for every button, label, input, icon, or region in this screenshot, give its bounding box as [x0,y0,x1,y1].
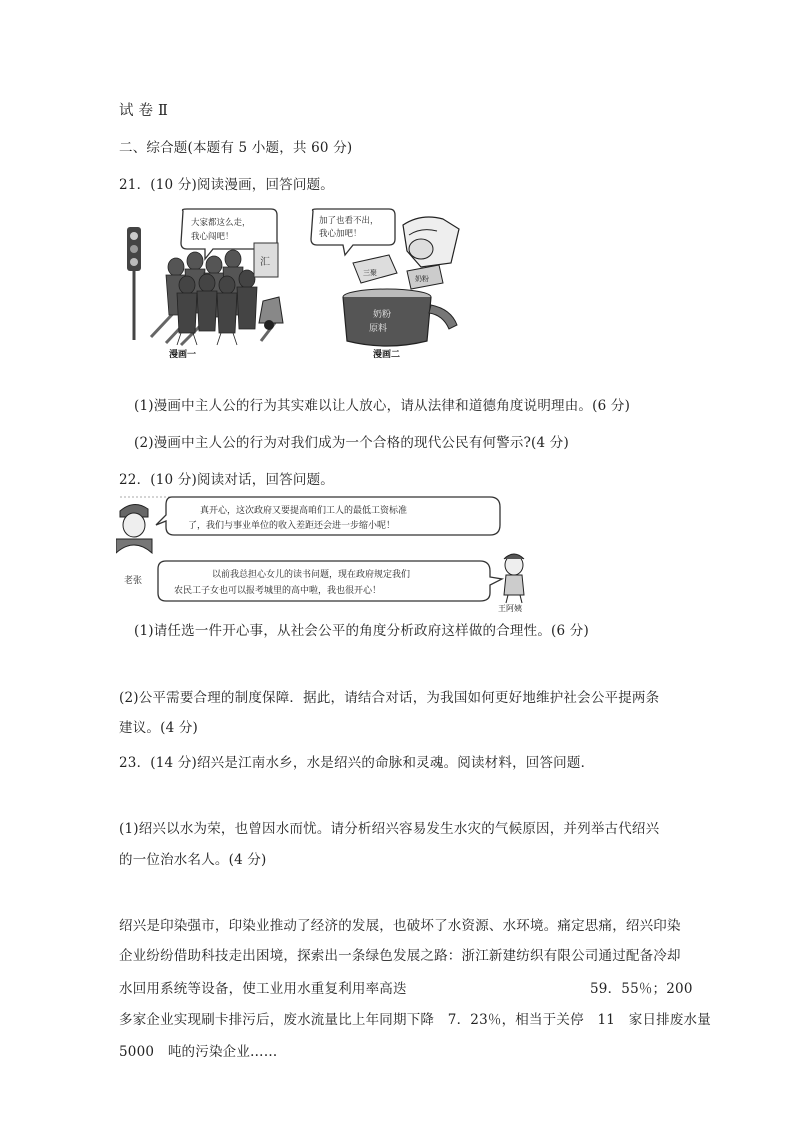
q23-material-line4: 多家企业实现刷卡排污后，废水流量比上年同期下降 7．23％，相当于关停 11 家日排废水量 [119,1012,711,1028]
speaker1-label: 老张 [124,576,143,586]
q23-material-line3-value: 59．55％；200 [590,981,693,997]
paper-heading: 试 卷 Ⅱ [119,103,169,119]
bubble2-line2: 农民工子女也可以报考城里的高中啦，我也很开心！ [174,586,382,596]
cartoon-two-pot-line1: 奶粉 [373,310,392,320]
q22-title: 22．(10 分)阅读对话，回答问题。 [119,472,334,488]
chef-figure [403,217,459,267]
q21-cartoons [121,205,466,365]
speaker2-label: 王阿姨 [498,604,522,613]
q23-title: 23．(14 分)绍兴是江南水乡，水是绍兴的命脉和灵魂。阅读材料，回答问题． [119,755,595,771]
q22-dialogue-illustration [116,495,536,613]
cartoon-two-bubble-line2: 我心加吧！ [319,229,362,239]
cartoon-two-caption: 漫画二 [373,350,401,360]
cartoon-two-bag2: 奶粉 [415,275,429,283]
cartoon-two [311,209,459,360]
bubble1-line1: 真开心，这次政府又要提高咱们工人的最低工资标准 [200,506,408,516]
q23-material-line1: 绍兴是印染强市，印染业推动了经济的发展，也破坏了水资源、水环境。痛定思痛，绍兴印染 [119,918,681,934]
q22-sub2-line2: 建议。(4 分) [119,720,199,736]
wang-ayi-avatar [504,554,524,603]
car-icon [259,297,283,330]
q23-material-line3: 水回用系统等设备，使工业用水重复利用率高迭 [119,981,407,997]
cartoon-two-bag1: 三聚 [363,269,377,277]
cartoon-two-pot-line2: 原料 [369,324,388,334]
bubble1-line2: 了，我们与事业单位的收入差距还会进一步缩小呢！ [188,521,396,531]
crowd-of-pedestrians [166,250,257,345]
cartoon-two-bubble-line1: 加了也看不出， [319,216,379,226]
cartoon-one-caption: 漫画一 [169,350,197,360]
q21-sub1: (1)漫画中主人公的行为其实难以让人放心，请从法律和道德角度说明理由。(6 分) [134,398,631,414]
cartoon-one-sign: 汇 [260,257,270,268]
section-heading: 二、综合题(本题有 5 小题，共 60 分) [119,140,353,156]
lao-zhang-speech-bubble [156,497,500,535]
cartoon-one-bubble-line1: 大家都这么走， [191,218,251,228]
traffic-light-icon [127,227,141,340]
cooking-pot-icon [343,289,457,346]
q23-material-line5: 5000 吨的污染企业…… [119,1044,278,1060]
bubble2-line1: 以前我总担心女儿的读书问题，现在政府规定我们 [212,570,411,580]
cartoon-two-speech-bubble [311,209,395,255]
lao-zhang-avatar [116,504,152,553]
cartoon-one-bubble-line2: 我心闯吧！ [191,232,234,242]
wang-ayi-speech-bubble [158,561,502,601]
q23-material-line2: 企业纷纷借助科技走出困境，探索出一条绿色发展之路：浙江新建纺织有限公司通过配备冷却 [119,948,681,964]
q21-title: 21．(10 分)阅读漫画，回答问题。 [119,177,334,193]
cartoon-one [127,209,283,360]
q23-sub1-line2: 的一位治水名人。(4 分) [119,852,267,868]
q22-sub1: (1)请任选一件开心事，从社会公平的角度分析政府这样做的合理性。(6 分) [134,623,589,639]
q23-sub1-line1: (1)绍兴以水为荣，也曾因水而忧。请分析绍兴容易发生水灾的气候原因，并列举古代绍兴 [119,821,660,837]
q21-sub2: (2)漫画中主人公的行为对我们成为一个合格的现代公民有何警示?(4 分) [134,435,569,451]
q22-sub2-line1: (2)公平需要合理的制度保障．据此，请结合对话，为我国如何更好地维护社会公平提两条 [119,690,660,706]
